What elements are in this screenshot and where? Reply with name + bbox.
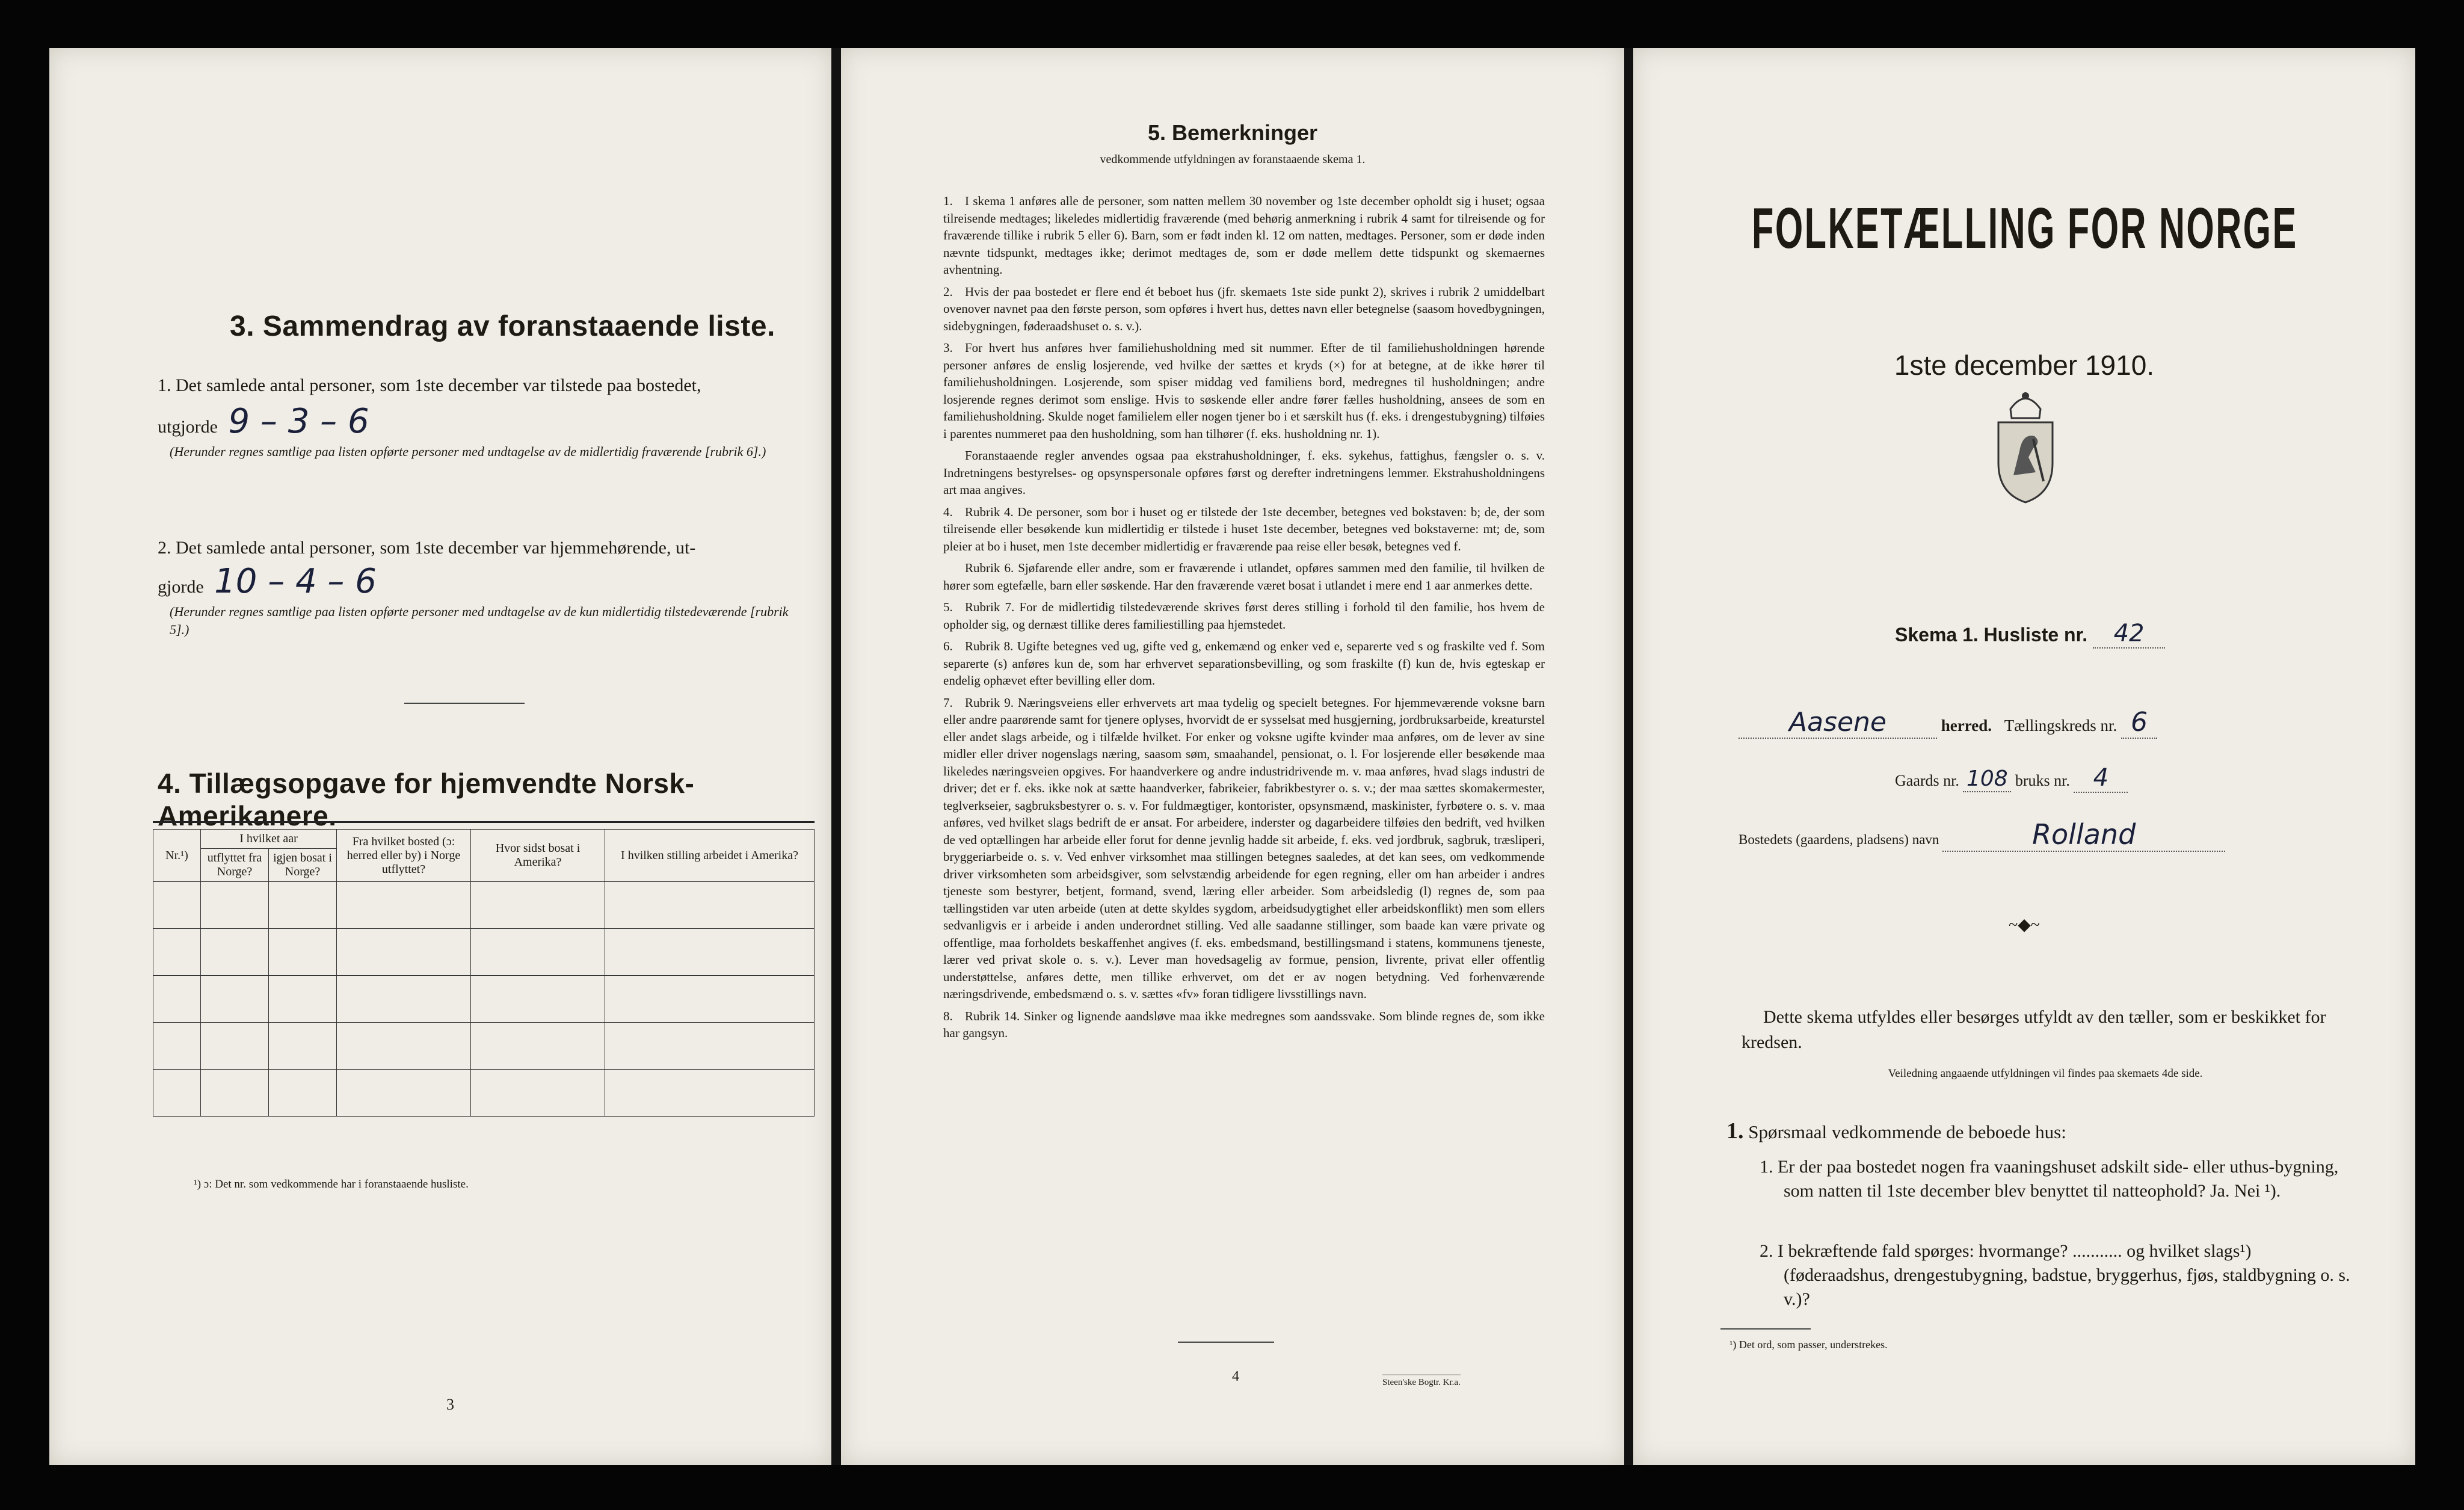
total-resident-value: 10 – 4 – 6 — [214, 562, 377, 601]
herred-value: Aasene — [1739, 707, 1937, 739]
remark-paragraph: 3. For hvert hus anføres hver familiehusholdning med sit nummer. Efter de til familiehusholdningen hørende personer anføres de enslig losjerende, ved hvilke der sættes et kryds (×) for at betegne, at de ikke hører til familiehusholdningen. Losjerende, som spiser middag ved familiens bord, medregnes til husholdningen; andre losjerende regnes derimot som enslige. Hvis to søskende eller andre fører fælles husholdning, ansees de som en familiehusholdning. Skulde noget familielem eller nogen tjener bo i et særskilt hus (f. eks. i drengestubygning) tilføies i parentes nummeret paa den husholdning, som han tilhører (f. eks. husholdning nr. 1). — [943, 341, 1545, 441]
footnote: ¹) Det ord, som passer, understrekes. — [1729, 1339, 1888, 1351]
table-row — [153, 1023, 815, 1070]
remark-paragraph: 6. Rubrik 8. Ugifte betegnes ved ug, gifte ved g, enkemænd og enker ved e, separerte ved s og fraskilte ved f. Som separerte (s) anføres kun de, som har erhvervet separationsbevilling, og som fraskilte (f) kun de, hvis egteskap er endelig ophævet efter bevilling eller dom. — [943, 639, 1545, 688]
page-gutter — [831, 48, 841, 1465]
page-number: 4 — [1232, 1369, 1239, 1384]
remark-paragraph: 7. Rubrik 9. Næringsveiens eller erhvervets art maa tydelig og specielt betegnes. For hjemmeværende voksne barn eller andre paarørende samt for tjenere oplyses, hvorvidt de er sysselsat med husgjerning, jordbruksarbeide, kreaturstel eller andet slags arbeide, og i tilfælde hvilket. For enker og voksne ugifte kvinder maa anføres, om de lever av sine midler eller driver nogenslags næring, saasom søm, smaahandel, pensionat, o. l. For losjerende eller besøkende maa likeledes næringsveien opgives. For haandverkere og andre industridrivende m. v. maa anføres, hvad slags industri de driver; det er f. eks. ikke nok at sætte haandverker, fabrikeier, fabrikbestyrer o. s. v.; der maa sættes skomakermester, teglverkseier, sagbruksbestyrer o. s. v. For fuldmægtiger, kontorister, opsynsmænd, maskinister, fyrbøtere o. s. v. maa anføres, ved hvilket slags bedrift de er ansat. For arbeidere, inderster og dagarbeidere tilføies den bedrift, ved hvilken de ved optællingen har arbeide eller forut for denne jevnlig hadde sit arbeide, f. eks. ved jordbruk, sagbruk, træsliperi, bryggeriarbeide o. s. v. Ved enhver virksomhet maa stillingen betegnes saaledes, at det kan sees, om vedkommende driver virksomheten som arbeidsgiver, som selvstændig arbeidende for egen regning, eller om han arbeider i andres tjeneste som bestyrer, betjent, formand, svend, læring eller arbeider. Som arbeidsledig (l) regnes de, som paa tællingstiden var uten arbeide (uten at dette skyldes sygdom, arbeidsudygtighet eller arbeidskonflikt) men som ellers sedvanligvis er i arbeide i anden underordnet stilling. Ved alle saadanne stillinger, som baade kan være private og offentlige, maa forholdets beskaffenhet angives (f. eks. embedsmand, bestillingsmand i statens, kommunens tjeneste, lærer ved privat skole o. s. v.). Lever man hovedsagelig av formue, pension, livrente, privat eller offentlig understøttelse, anføres dette, men tillike erhvervet, om det er av nogen betydning. Ved forhenværende næringsdrivende, embedsmænd o. s. v. sættes «fv» foran tidligere livsstillings navn. — [943, 695, 1545, 1001]
schema-label: Skema 1. Husliste nr. — [1895, 624, 2088, 646]
page-3 — [49, 48, 831, 1465]
herred-row: Aasene herred. Tællingskreds nr. 6 — [1739, 707, 2157, 739]
remark-paragraph: 8. Rubrik 14. Sinker og lignende aandsløve maa ikke medregnes som aandssvake. Som blinde regnes de, som ikke har gangsyn. — [943, 1008, 1545, 1040]
remark-paragraph: Rubrik 6. Sjøfarende eller andre, som er fraværende i utlandet, opføres sammen med den familie, til hvilken de hører som egtefælle, barn eller søskende. Har den fraværende været bosat i utlandet i mere end 1 aar anmerkes dette. — [943, 561, 1545, 593]
section-3-item-1: 1. Det samlede antal personer, som 1ste december var tilstede paa bostedet, utgjorde 9 – 3 – 6 (Herunder regnes samtlige paa listen opførte personer med undtagelse av de midlertidig fraværende [rubrik 6].) — [158, 375, 766, 459]
gaard-row: Gaards nr. 108 bruks nr. 4 — [1895, 764, 2128, 793]
page-1-cover — [1633, 48, 2415, 1465]
divider — [1720, 1328, 1811, 1330]
page-4 — [841, 48, 1624, 1465]
section-4-title: 4. Tillægsopgave for hjemvendte Norsk-Amerikanere. — [158, 768, 695, 831]
bosted-row: Bostedets (gaardens, pladsens) navn Rolland — [1739, 818, 2225, 852]
divider — [1178, 1342, 1274, 1343]
remarks-title: 5. Bemerkninger — [1147, 120, 1318, 145]
table-row — [153, 1070, 815, 1117]
gaards-nr-value: 108 — [1963, 766, 2011, 792]
remarks-subtitle: vedkommende utfyldningen av foranstaaende skema 1. — [1100, 153, 1366, 166]
questions-heading: 1. Spørsmaal vedkommende de beboede hus: — [1726, 1118, 2066, 1144]
section-3-title: 3. Sammendrag av foranstaaende liste. — [230, 310, 775, 342]
census-date: 1ste december 1910. — [1894, 350, 2155, 381]
husliste-nr-value: 42 — [2093, 620, 2165, 649]
kreds-value: 6 — [2121, 707, 2157, 739]
ornament: ~◆~ — [2009, 916, 2040, 934]
total-present-value: 9 – 3 – 6 — [228, 402, 369, 441]
intro-text: Dette skema utfyldes eller besørges utfyldt av den tæller, som er beskikket for kredsen. Veiledning angaaende utfyldningen vil findes paa skemaets 4de side. — [1742, 1007, 2326, 1080]
form-title: FOLKETÆLLING FOR NORGE — [1752, 196, 2298, 260]
norsk-amerikanere-table: Nr.¹) I hvilket aar Fra hvilket bosted (ɔ: herred eller by) i Norge utflyttet? Hvor sidst bosat i Amerika? I hvilken stilling arbeidet i Amerika? utflyttet fra Norge? igjen bosat i Norge? — [153, 829, 815, 1117]
bosted-value: Rolland — [1942, 818, 2225, 852]
remark-paragraph: Foranstaaende regler anvendes ogsaa paa ekstrahusholdninger, f. eks. sykehus, fattighus, fængsler o. s. v. Indretningens bestyrelses- og opsynspersonale opføres først og derefter indretningens lemmer. Ekstrahusholdningens art maa angives. — [943, 448, 1545, 497]
remark-paragraph: 2. Hvis der paa bostedet er flere end ét beboet hus (jfr. skemaets 1ste side punkt 2), skrives i rubrik 2 umiddelbart ovenover navnet paa den første person, som opføres i hvert hus, dettes navn eller betegnelse (saasom hovedbygningen, sidebygningen, føderaadshuset o. s. v.). — [943, 284, 1545, 333]
table-row — [153, 882, 815, 929]
remark-paragraph: 4. Rubrik 4. De personer, som bor i huset og er tilstede der 1ste december, betegnes ved bokstaven: b; de, der som tilreisende eller besøkende kun midlertidig er tilstede i huset 1ste december, betegnes ved bokstaverne: mt; de, som pleier at bo i huset, men 1ste december midlertidig er fraværende paa reise eller besøk, betegnes ved f. — [943, 504, 1545, 553]
bruks-nr-value: 4 — [2074, 764, 2128, 793]
remarks-body — [943, 193, 1545, 1047]
page-number: 3 — [446, 1396, 454, 1413]
divider — [404, 703, 525, 704]
question-1: 1. Er der paa bostedet nogen fra vaaningshuset adskilt side- eller uthus-bygning, som natten til 1ste december blev benyttet til natteophold? Ja. Nei ¹). — [1760, 1157, 2339, 1201]
coat-of-arms-icon — [1986, 385, 2065, 508]
section-3-item-2: 2. Det samlede antal personer, som 1ste december var hjemmehørende, ut- gjorde 10 – 4 – 6 (Herunder regnes samtlige paa listen opførte personer med undtagelse av de kun midlertidig tilstedeværende [rubrik 5].) — [158, 538, 789, 637]
table-row — [153, 976, 815, 1023]
question-2: 2. I bekræftende fald spørges: hvormange? ........... og hvilket slags¹) (føderaadshus, drengestubygning, badstue, bryggerhus, fjøs, staldbygning o. s. v.)? — [1760, 1241, 2350, 1309]
remark-paragraph: 5. Rubrik 7. For de midlertidig tilstedeværende skrives først deres stilling i forhold til den familie, hos hvem de opholder sig, og dernæst tillike deres familiestilling paa hjemstedet. — [943, 600, 1545, 632]
table-footnote: ¹) ɔ: Det nr. som vedkommende har i foranstaaende husliste. — [194, 1178, 469, 1191]
remark-paragraph: 1. I skema 1 anføres alle de personer, som natten mellem 30 november og 1ste december opholdt sig i huset; ogsaa tilreisende medtages; likeledes midlertidig fraværende (med behørig anmerkning i rubrik 4 samt for tilreisende og for fraværende tillike i rubrik 5 eller 6). Barn, som er født inden kl. 12 om natten, medtages. Personer, som er døde inden nævnte tidspunkt, medtages ikke; derimot medtages de, som er døde mellem dette tidspunkt og skemaernes avhentning. — [943, 194, 1545, 277]
printer-mark: Steen'ske Bogtr. Kr.a. — [1382, 1375, 1461, 1388]
page-gutter — [1624, 48, 1634, 1465]
table-row — [153, 929, 815, 976]
